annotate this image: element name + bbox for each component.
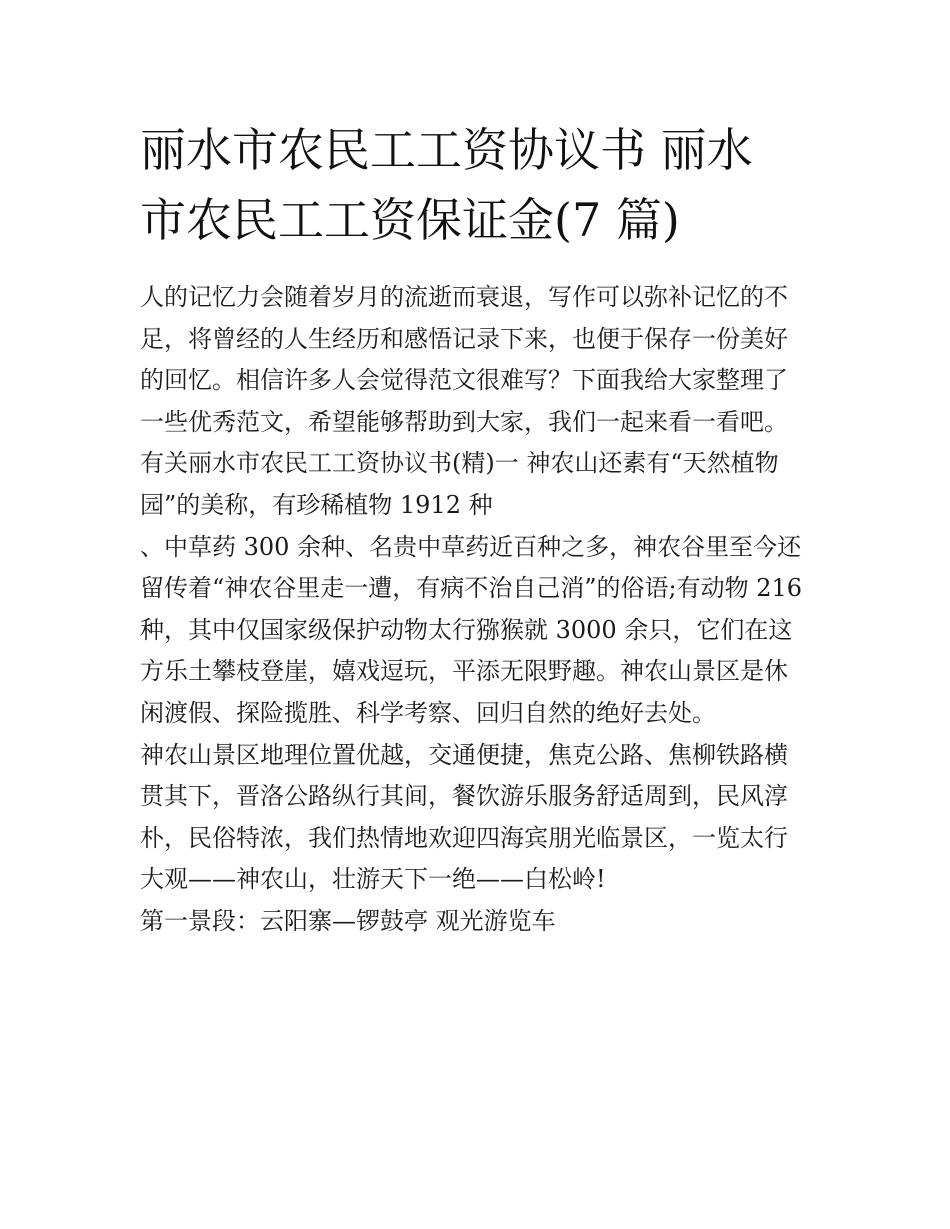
- body-line: 留传着“神农谷里走一遭，有病不治自己消”的俗语;有动物 216: [140, 574, 803, 603]
- body-line: 足，将曾经的人生经历和感悟记录下来，也便于保存一份美好: [140, 324, 788, 353]
- body-line: 方乐土攀枝登崖，嬉戏逗玩，平添无限野趣。神农山景区是休: [140, 657, 788, 686]
- body-line: 的回忆。相信许多人会觉得范文很难写？下面我给大家整理了: [140, 366, 788, 395]
- document-content: [140, 115, 812, 943]
- body-line: 大观——神农山，壮游天下一绝——白松岭!: [140, 865, 606, 894]
- body-line: 、中草药 300 余种、名贵中草药近百种之多，神农谷里至今还: [140, 532, 802, 561]
- body-line: 闲渡假、探险揽胜、科学考察、回归自然的绝好去处。: [140, 698, 716, 727]
- body-line: 朴，民俗特浓，我们热情地欢迎四海宾朋光临景区，一览太行: [140, 823, 788, 852]
- document-title: [140, 115, 812, 255]
- body-line: 园”的美称，有珍稀植物 1912 种: [140, 490, 493, 519]
- body-line: 有关丽水市农民工工资协议书(精)一 神农山还素有“天然植物: [140, 449, 779, 478]
- title-line: 丽水市农民工工资协议书 丽水: [140, 123, 753, 177]
- body-line: 人的记忆力会随着岁月的流逝而衰退，写作可以弥补记忆的不: [140, 283, 788, 311]
- body-line: 贯其下，晋洛公路纵行其间，餐饮游乐服务舒适周到，民风淳: [140, 782, 788, 811]
- title-line: 市农民工工资保证金(7 篇): [140, 193, 680, 247]
- body-line: 第一景段：云阳寨—锣鼓亭 观光游览车: [140, 906, 556, 935]
- body-line: 一些优秀范文，希望能够帮助到大家，我们一起来看一看吧。: [140, 407, 788, 436]
- body-line: 神农山景区地理位置优越，交通便捷，焦克公路、焦柳铁路横: [140, 740, 788, 769]
- body-line: 种，其中仅国家级保护动物太行猕猴就 3000 余只，它们在这: [140, 615, 793, 644]
- document-body: [140, 277, 812, 943]
